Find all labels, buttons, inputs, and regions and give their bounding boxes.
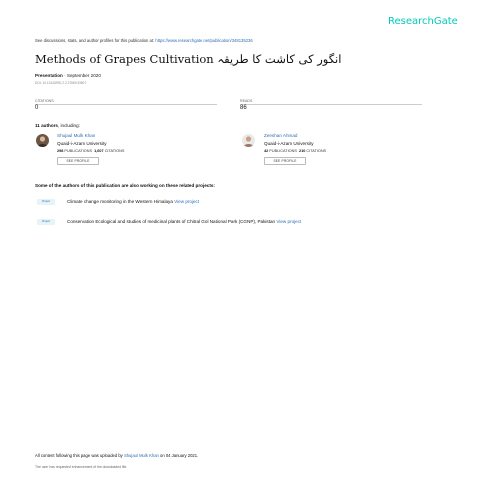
author-publications-label: PUBLICATIONS bbox=[269, 149, 297, 153]
author-stats bbox=[264, 149, 326, 153]
source-line bbox=[35, 38, 253, 43]
author-stats bbox=[57, 149, 124, 153]
upload-note bbox=[35, 453, 198, 458]
project-title: Climate change monitoring in the Western Himalaya bbox=[67, 199, 173, 204]
project-title: Conservation Ecological and studies of medicinal plants of Chitral Gol National Park (CGNP), Pakistan bbox=[67, 219, 276, 224]
author-publications-count: 42 bbox=[264, 149, 269, 153]
author-name-link[interactable]: Zeeshan Ahmad bbox=[264, 133, 298, 138]
project-item bbox=[67, 219, 301, 224]
publication-doi: DOI: 10.13140/RG.2.2.27669.33607 bbox=[35, 81, 87, 85]
author-affiliation: Quaid-i-Azam University bbox=[57, 141, 107, 146]
author-citations-count: 210 bbox=[299, 149, 306, 153]
reads-value: 86 bbox=[240, 105, 247, 111]
source-line-prefix: See discussions, stats, and author profiles for this publication at: bbox=[35, 38, 155, 43]
upload-note-prefix: All content following this page was uploaded by bbox=[35, 453, 123, 458]
avatar-photo-icon bbox=[36, 134, 49, 147]
authors-count: 11 authors bbox=[35, 123, 58, 128]
enhancement-note: The user has requested enhancement of the downloaded file. bbox=[35, 465, 128, 469]
avatar-photo-icon bbox=[242, 134, 255, 147]
author-name-link[interactable]: Shujaul Mulk Khan bbox=[57, 133, 96, 138]
author-publications-count: 298 bbox=[57, 149, 64, 153]
publication-type: Presentation bbox=[35, 73, 63, 78]
author-citations-label: CITATIONS bbox=[104, 149, 125, 153]
reads-divider bbox=[240, 104, 422, 105]
author-affiliation: Quaid-i-Azam University bbox=[264, 141, 314, 146]
publication-url-link[interactable]: https://www.researchgate.net/publication/348135236 bbox=[155, 38, 253, 43]
see-profile-button[interactable]: SEE PROFILE bbox=[57, 157, 99, 165]
publication-date: September 2020 bbox=[66, 73, 101, 78]
view-project-link[interactable]: View project bbox=[276, 219, 302, 224]
publication-meta bbox=[35, 73, 101, 78]
avatar[interactable] bbox=[36, 134, 49, 147]
researchgate-logo[interactable]: ResearchGate bbox=[388, 16, 458, 27]
project-badge: Project bbox=[37, 219, 55, 225]
author-citations-count: 1,607 bbox=[94, 149, 104, 153]
see-profile-button[interactable]: SEE PROFILE bbox=[264, 157, 306, 165]
citations-value: 0 bbox=[35, 105, 39, 111]
authors-header bbox=[35, 123, 80, 128]
avatar[interactable] bbox=[242, 134, 255, 147]
meta-separator: · bbox=[64, 73, 66, 78]
upload-note-suffix: on 04 January 2021. bbox=[160, 453, 199, 458]
uploader-link[interactable]: Shujaul Mulk Khan bbox=[123, 453, 159, 458]
project-item bbox=[67, 199, 199, 204]
publication-title: Methods of Grapes Cultivation انگور کی کاشت کا طریقہ bbox=[35, 52, 342, 66]
author-citations-label: CITATIONS bbox=[306, 149, 327, 153]
author-publications-label: PUBLICATIONS bbox=[64, 149, 92, 153]
citations-label: CITATIONS bbox=[35, 99, 54, 103]
project-badge: Project bbox=[37, 199, 55, 205]
authors-suffix: , including: bbox=[57, 123, 80, 128]
view-project-link[interactable]: View project bbox=[174, 199, 200, 204]
related-projects-header: Some of the authors of this publication are also working on these related projects: bbox=[35, 183, 215, 188]
citations-divider bbox=[35, 104, 217, 105]
reads-label: READS bbox=[240, 99, 253, 103]
